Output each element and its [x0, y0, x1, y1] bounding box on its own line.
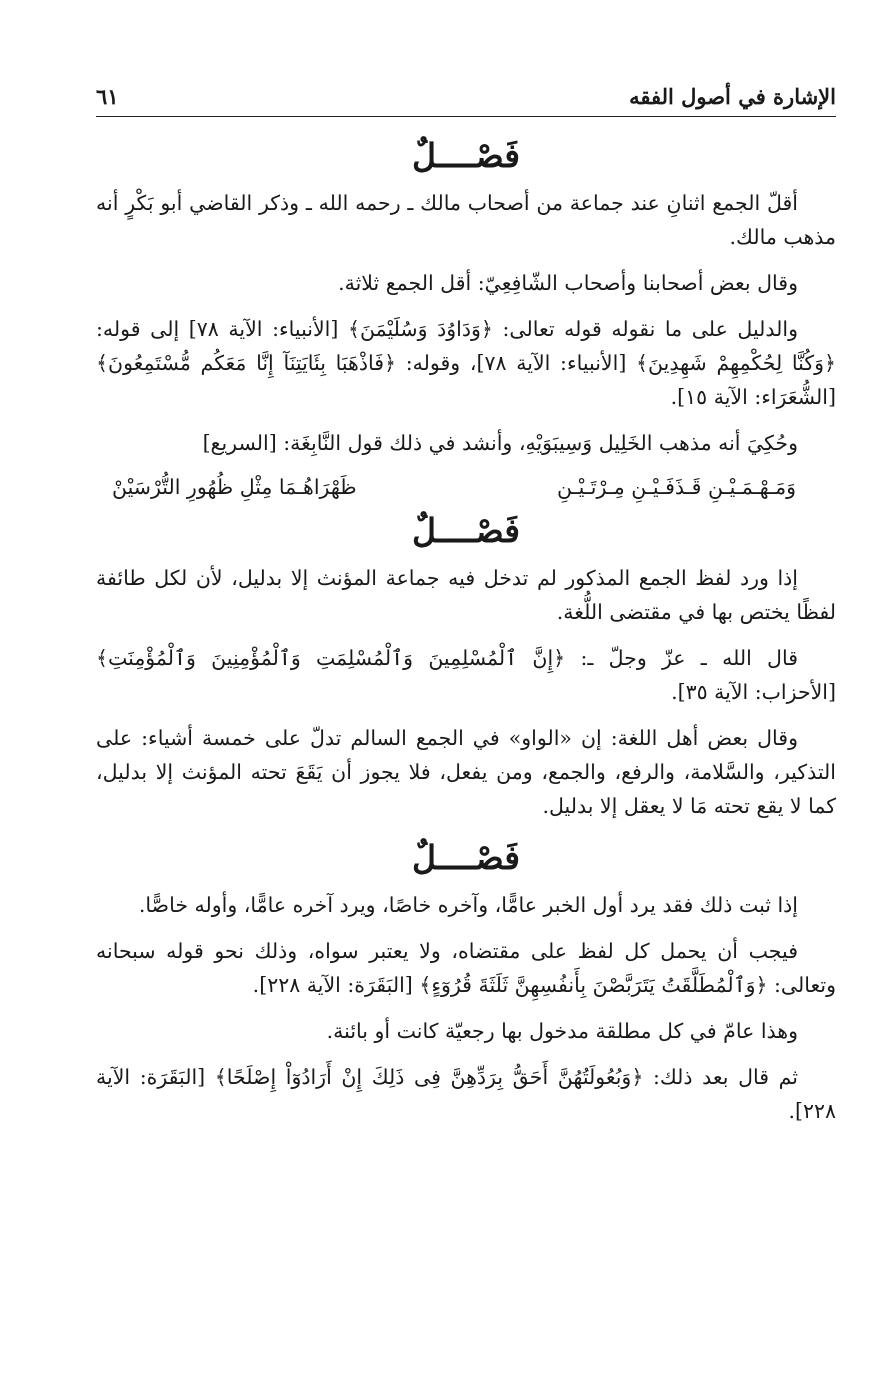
paragraph: وحُكِيَ أنه مذهب الخَلِيل وَسِيبَوَيْهِ، وأنشد في ذلك قول النَّابِغَة: [السريع]: [202, 431, 798, 455]
paragraph: وقال بعض أصحابنا وأصحاب الشّافِعِيّ: أقل الجمع ثلاثة.: [338, 271, 798, 295]
section-2: [96, 511, 836, 823]
paragraph: إذا ورد لفظ الجمع المذكور لم تدخل فيه جماعة المؤنث إلا بدليل، لأن لكل طائفة لفظًا يختص بها في مقتضى اللُّغة.: [96, 566, 836, 624]
page-number: ٦١: [96, 84, 119, 109]
verse-first-hemistich: وَمَـهْـمَـيْـنِ قَـذَفَـيْـنِ مِـرْتَـيْـنِ: [556, 475, 796, 499]
paragraph: إذا ثبت ذلك فقد يرد أول الخبر عامًّا، وآخره خاصًا، ويرد آخره عامًّا، وأوله خاصًّا.: [138, 893, 798, 917]
section-heading: فَصْــــلٌ: [411, 511, 521, 550]
paragraph: ثم قال بعد ذلك: ﴿وَبُعُولَتُهُنَّ أَحَقُّ بِرَدِّهِنَّ فِى ذَلِكَ إِنْ أَرَادُوٓاْ إِصْلَحًا﴾ [البَقَرَة: الآية ٢٢٨].: [96, 1065, 836, 1123]
paragraph: والدليل على ما نقوله قوله تعالى: ﴿وَدَاوُدَ وَسُلَيْمَنَ﴾ [الأنبياء: الآية ٧٨] إلى قوله: ﴿وَكُنَّا لِحُكْمِهِمْ شَهِدِينَ﴾ [الأنبياء: الآية ٧٨]، وقوله: ﴿فَاذْهَبَا بِئَايَتِنَآ إِنَّا مَعَكُم مُّسْتَمِعُونَ﴾ [الشُّعَرَاء: الآية ١٥].: [96, 317, 836, 409]
paragraph: قال الله ـ عزّ وجلّ ـ: ﴿إِنَّ ٱلْمُسْلِمِينَ وَٱلْمُسْلِمَتِ وَٱلْمُؤْمِنِينَ وَٱلْمُؤْمِنَتِ﴾ [الأحزاب: الآية ٣٥].: [96, 646, 836, 704]
paragraph: وقال بعض أهل اللغة: إن «الواو» في الجمع السالم تدلّ على خمسة أشياء: على التذكير، والسَّلامة، والرفع، والجمع، ومن يفعل، فلا يجوز أن يَقَعَ تحته المؤنث إلا بدليل، كما لا يقع تحته مَا لا يعقل إلا بدليل.: [96, 726, 836, 818]
running-header: [96, 72, 836, 117]
verse-second-hemistich: ظَهْرَاهُـمَا مِثْلِ ظُهُورِ التُّرْسَيْنْ: [112, 475, 357, 499]
section-heading: فَصْــــلٌ: [411, 838, 521, 877]
book-title: الإشارة في أصول الفقه: [629, 84, 836, 109]
poetry-verse: [96, 470, 836, 504]
paragraph: وهذا عامّ في كل مطلقة مدخول بها رجعيّة كانت أو بائنة.: [326, 1019, 798, 1043]
section-3: [96, 838, 836, 1128]
section-heading: فَصْــــلٌ: [411, 136, 521, 175]
paragraph: أقلّ الجمع اثنانِ عند جماعة من أصحاب مالك ـ رحمه الله ـ وذكر القاضي أبو بَكْرٍ أنه مذهب مالك.: [96, 191, 836, 249]
section-1: [96, 136, 836, 504]
book-page: [96, 72, 836, 1128]
paragraph: فيجب أن يحمل كل لفظ على مقتضاه، ولا يعتبر سواه، وذلك نحو قوله سبحانه وتعالى: ﴿وَٱلْمُطَلَّقَتُ يَتَرَبَّصْنَ بِأَنفُسِهِنَّ ثَلَثَةَ قُرُوٓءٍ﴾ [البَقَرَة: الآية ٢٢٨].: [96, 939, 836, 997]
